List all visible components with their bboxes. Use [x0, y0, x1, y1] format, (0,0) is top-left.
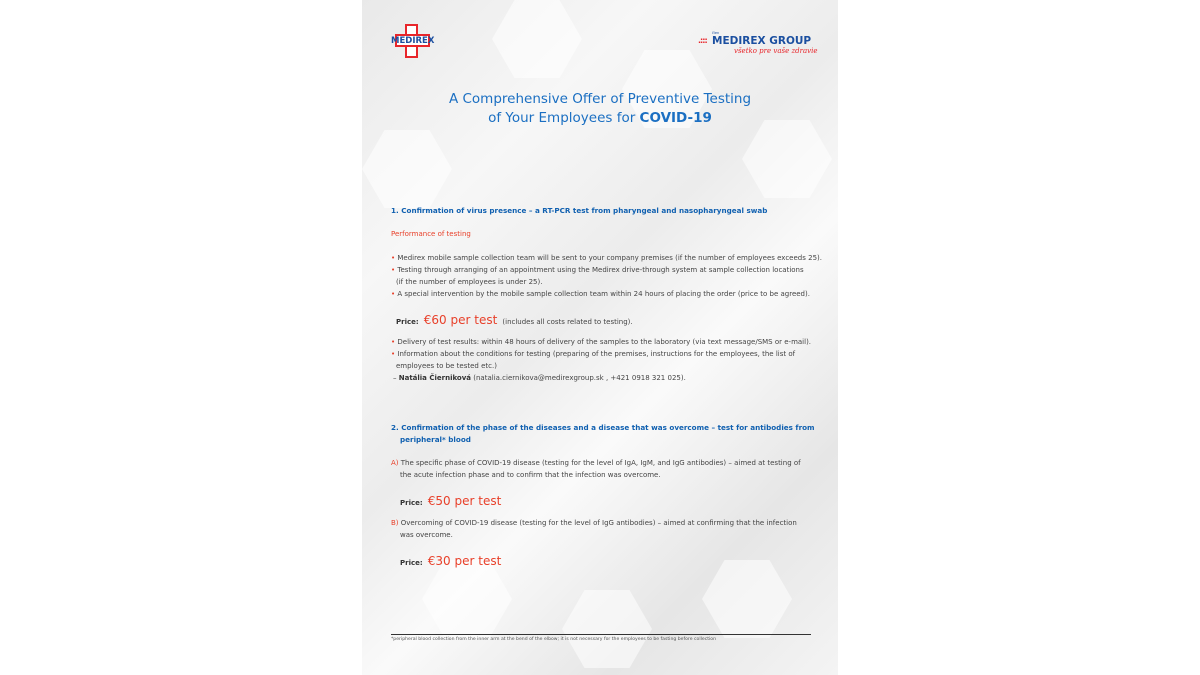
document-page: [362, 0, 838, 675]
hex-decoration: [742, 120, 832, 198]
page-title-line2: of Your Employees for COVID-19: [488, 110, 712, 126]
hex-decoration: [702, 560, 792, 638]
footnote-divider: [391, 634, 811, 635]
contact-line: – Natália Čierniková (natalia.ciernikova@medirexgroup.sk , +421 0918 321 025).: [393, 374, 686, 382]
list-item: • Testing through arranging of an appointment using the Medirex drive-through system at sample collection locations: [391, 266, 804, 274]
list-item-continued: employees to be tested etc.): [396, 362, 497, 370]
logo-text: MEDIREX: [391, 36, 435, 46]
logo-prefix: člen: [712, 31, 720, 35]
medirex-logo: [391, 24, 434, 58]
option-a-line1: A) The specific phase of COVID-19 disease (testing for the level of IgA, IgM, and IgG antibodies) – aimed at testing of: [391, 459, 801, 467]
option-b-line2: was overcome.: [400, 531, 453, 539]
section1-heading: 1. Confirmation of virus presence – a RT-PCR test from pharyngeal and nasopharyngeal swab: [391, 206, 768, 215]
section1-subheading: Performance of testing: [391, 230, 471, 238]
option-b-line1: B) Overcoming of COVID-19 disease (testing for the level of IgG antibodies) – aimed at confirming that the infection: [391, 519, 797, 527]
option-a-line2: the acute infection phase and to confirm that the infection was overcome.: [400, 471, 661, 479]
list-item: • A special intervention by the mobile sample collection team within 24 hours of placing the order (price to be agreed).: [391, 290, 810, 298]
list-item: • Information about the conditions for testing (preparing of the premises, instructions for the employees, the list of: [391, 350, 796, 358]
hex-decoration: [492, 0, 582, 78]
price-row: Price: €60 per test (includes all costs related to testing).: [396, 313, 633, 327]
list-item-continued: (if the number of employees is under 25).: [396, 278, 543, 286]
option-b-price: Price: €30 per test: [400, 554, 502, 568]
section2-heading-line1: 2. Confirmation of the phase of the diseases and a disease that was overcome – test for antibodies from: [391, 423, 815, 432]
option-a-price: Price: €50 per test: [400, 494, 502, 508]
hex-decoration: [562, 590, 652, 668]
logo-group-text: MEDIREX GROUP: [712, 35, 812, 47]
section2-heading-line2: peripheral* blood: [400, 435, 471, 444]
footnote: *peripheral blood collection from the inner arm at the bend of the elbow; it is not necessary for the employees to be fasting before collection: [391, 637, 717, 642]
page-title-line1: A Comprehensive Offer of Preventive Testing: [448, 91, 752, 107]
medirex-group-logo: člen .::: MEDIREX GROUP všetko pre vaše zdravie: [698, 31, 818, 55]
hex-decoration: [422, 560, 512, 638]
hex-decoration: [362, 130, 452, 208]
list-item: • Medirex mobile sample collection team will be sent to your company premises (if the number of employees exceeds 25).: [391, 254, 822, 262]
logo-tagline: všetko pre vaše zdravie: [734, 47, 818, 55]
list-item: • Delivery of test results: within 48 hours of delivery of the samples to the laboratory (via text message/SMS or e-mail).: [391, 338, 812, 346]
